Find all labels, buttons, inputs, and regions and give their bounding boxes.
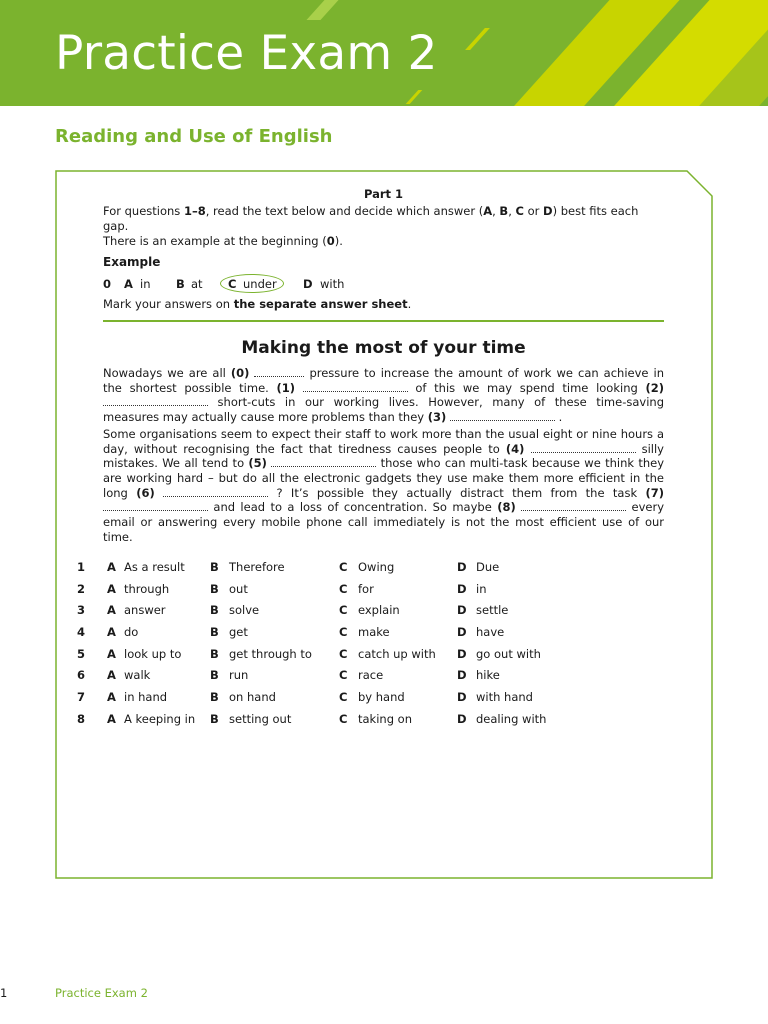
option-letter-c: C	[339, 711, 348, 726]
option-b: solve	[229, 603, 260, 618]
option-b: get through to	[229, 646, 312, 661]
option-d: Due	[476, 560, 500, 574]
section-title: Reading and Use of English	[55, 126, 333, 147]
option-b: on hand	[229, 690, 276, 705]
gap-number: (1)	[276, 380, 295, 395]
option-a: As a result	[124, 560, 185, 574]
question-range: 1–8	[183, 204, 206, 218]
question-number: 8	[77, 711, 86, 726]
gap-number: (8)	[497, 500, 516, 515]
option-letter-b: B	[210, 711, 219, 726]
option-a: A keeping in	[124, 711, 196, 726]
passage-text: and lead to a loss of concentration. So maybe	[208, 500, 498, 515]
divider	[103, 320, 664, 322]
option-row	[77, 582, 687, 604]
footer-label: Practice Exam 2	[55, 986, 148, 1000]
option-letter-d: D	[457, 603, 467, 618]
separator: ,	[508, 204, 516, 218]
gap-blank	[303, 381, 408, 392]
option-b: get	[229, 625, 248, 640]
option-a: look up to	[124, 646, 182, 661]
gap-blank	[531, 442, 636, 453]
passage-text: every email or answering every mobile phone call immediately is not the most efficient use of our time.	[103, 500, 664, 544]
option-d: go out with	[476, 646, 541, 661]
example-b-letter: B	[176, 277, 185, 291]
passage-text: Nowadays we are all	[103, 366, 231, 380]
option-c: catch up with	[358, 646, 436, 661]
option-letter-a: A	[107, 581, 116, 596]
example-a-text: in	[140, 277, 151, 291]
gap-number: (2)	[645, 380, 664, 395]
question-number: 3	[77, 603, 86, 618]
instruction-text: For questions	[103, 204, 184, 218]
instruction-text: There is an example at the beginning (	[103, 234, 327, 248]
option-letter-a: A	[107, 560, 116, 574]
separator: ,	[492, 204, 500, 218]
passage-text: Some organisations seem to expect their staff to work more than the usual eight or nine hours a day, without recognising the fact that tiredness causes people to	[103, 426, 664, 456]
option-c: by hand	[358, 690, 405, 705]
instruction-line-1	[103, 204, 664, 234]
example-number: 0	[326, 234, 335, 248]
question-number: 1	[77, 560, 86, 574]
option-letter-b: B	[210, 581, 219, 596]
option-letter-c: C	[339, 603, 348, 618]
option-b: Therefore	[229, 560, 285, 574]
option-b: run	[229, 668, 249, 683]
letter-d: D	[543, 204, 553, 218]
gap-number: (4)	[505, 441, 525, 456]
mark-instruction	[103, 297, 664, 312]
option-b: out	[229, 581, 248, 596]
option-letter-c: C	[339, 625, 348, 640]
option-a: do	[124, 625, 139, 640]
passage-paragraph	[103, 427, 664, 545]
example-d-letter: D	[303, 277, 313, 291]
option-letter-b: B	[210, 560, 219, 574]
instruction-text: , read the text below and decide which answer (	[205, 204, 484, 218]
passage-text: .	[554, 410, 563, 425]
option-a: through	[124, 581, 170, 596]
gap-number: (6)	[136, 485, 155, 500]
question-number: 5	[77, 646, 86, 661]
example-a-letter: A	[124, 277, 133, 291]
header-banner	[0, 0, 768, 106]
option-letter-c: C	[339, 581, 348, 596]
option-letter-c: C	[339, 560, 348, 574]
gap-blank	[163, 486, 268, 497]
banner-stripe	[406, 90, 423, 104]
example-c-text: under	[243, 277, 277, 291]
instruction-text: .	[407, 297, 412, 311]
option-c: taking on	[358, 711, 412, 726]
option-letter-c: C	[339, 668, 348, 683]
option-letter-b: B	[210, 603, 219, 618]
option-letter-d: D	[457, 711, 467, 726]
passage-text: pressure to increase the amount of work we can achieve in the shortest possible time.	[103, 366, 665, 395]
option-row	[77, 560, 687, 582]
instruction-text: Mark your answers on	[103, 297, 234, 311]
option-letter-c: C	[339, 646, 348, 661]
option-letter-b: B	[210, 668, 219, 683]
question-number: 4	[77, 625, 86, 640]
option-d: hike	[476, 668, 500, 683]
option-a: in hand	[124, 690, 168, 705]
letter-c: C	[515, 204, 524, 218]
passage-text: those who can multi-task because we think they are working hard – but do all the electronic gadgets they use make them more efficient in the long	[103, 456, 665, 500]
option-d: in	[476, 581, 487, 596]
option-letter-a: A	[107, 668, 116, 683]
example-row	[103, 274, 664, 294]
option-row	[77, 603, 687, 625]
answer-sheet-ref: the separate answer sheet	[233, 297, 408, 311]
option-letter-d: D	[457, 646, 467, 661]
banner-stripe	[465, 28, 490, 50]
part-instructions	[103, 187, 664, 312]
option-row	[77, 625, 687, 647]
letter-b: B	[499, 204, 509, 218]
option-letter-d: D	[457, 668, 467, 683]
separator: or	[523, 204, 544, 218]
option-c: race	[358, 668, 384, 683]
answer-options	[77, 560, 687, 734]
gap-blank	[450, 410, 555, 421]
gap-blank	[254, 366, 304, 377]
option-row	[77, 647, 687, 669]
option-letter-a: A	[107, 690, 116, 705]
passage-text: short-cuts in our working lives. However, many of these time-saving measures may actually cause more problems than they	[103, 395, 664, 425]
option-d: dealing with	[476, 711, 547, 726]
instruction-text: ).	[334, 234, 343, 248]
option-letter-d: D	[457, 560, 467, 574]
instruction-text: ) best fits each gap.	[103, 204, 639, 233]
question-number: 6	[77, 668, 86, 683]
option-d: with hand	[476, 690, 533, 705]
option-letter-c: C	[339, 690, 348, 705]
option-row	[77, 712, 687, 734]
option-c: make	[358, 625, 390, 640]
gap-blank	[271, 456, 376, 467]
option-letter-d: D	[457, 690, 467, 705]
option-letter-b: B	[210, 625, 219, 640]
page-title: Practice Exam 2	[55, 26, 438, 81]
option-letter-d: D	[457, 581, 467, 596]
exercise-frame	[55, 170, 713, 879]
option-letter-a: A	[107, 646, 116, 661]
page-number: 1	[0, 986, 8, 1000]
option-row	[77, 668, 687, 690]
passage-text: ? It’s possible they actually distract them from the task	[268, 485, 646, 500]
option-letter-b: B	[210, 646, 219, 661]
option-letter-a: A	[107, 603, 116, 618]
option-d: have	[476, 625, 505, 640]
option-c: for	[358, 581, 374, 596]
instruction-line-2	[103, 234, 664, 249]
gap-blank	[521, 500, 626, 511]
option-letter-a: A	[107, 711, 116, 726]
option-letter-b: B	[210, 690, 219, 705]
gap-blank	[103, 395, 208, 406]
gap-number: (3)	[427, 410, 447, 425]
gap-blank	[103, 500, 208, 511]
text-title: Making the most of your time	[241, 338, 526, 358]
passage-paragraph	[103, 366, 664, 425]
gap-number: (5)	[248, 456, 267, 471]
option-b: setting out	[229, 711, 292, 726]
example-b-text: at	[191, 277, 203, 291]
passage-text: silly mistakes. We all tend to	[103, 441, 664, 471]
gap-number: (0)	[230, 366, 250, 380]
example-heading: Example	[103, 255, 161, 269]
example-num: 0	[103, 277, 112, 291]
option-letter-a: A	[107, 625, 116, 640]
part-label: Part 1	[363, 187, 404, 201]
letter-a: A	[483, 204, 493, 218]
option-c: Owing	[358, 560, 395, 574]
example-d-text: with	[320, 277, 345, 291]
banner-stripe	[306, 0, 347, 20]
question-number: 2	[77, 581, 86, 596]
option-letter-d: D	[457, 625, 467, 640]
question-number: 7	[77, 690, 86, 705]
example-c-letter: C	[228, 277, 237, 291]
gap-number: (7)	[645, 485, 665, 500]
option-c: explain	[358, 603, 400, 618]
option-a: answer	[124, 603, 166, 618]
option-row	[77, 690, 687, 712]
option-a: walk	[124, 668, 151, 683]
passage-text: of this we may spend time looking	[407, 380, 646, 395]
reading-passage	[103, 366, 664, 546]
option-d: settle	[476, 603, 509, 618]
